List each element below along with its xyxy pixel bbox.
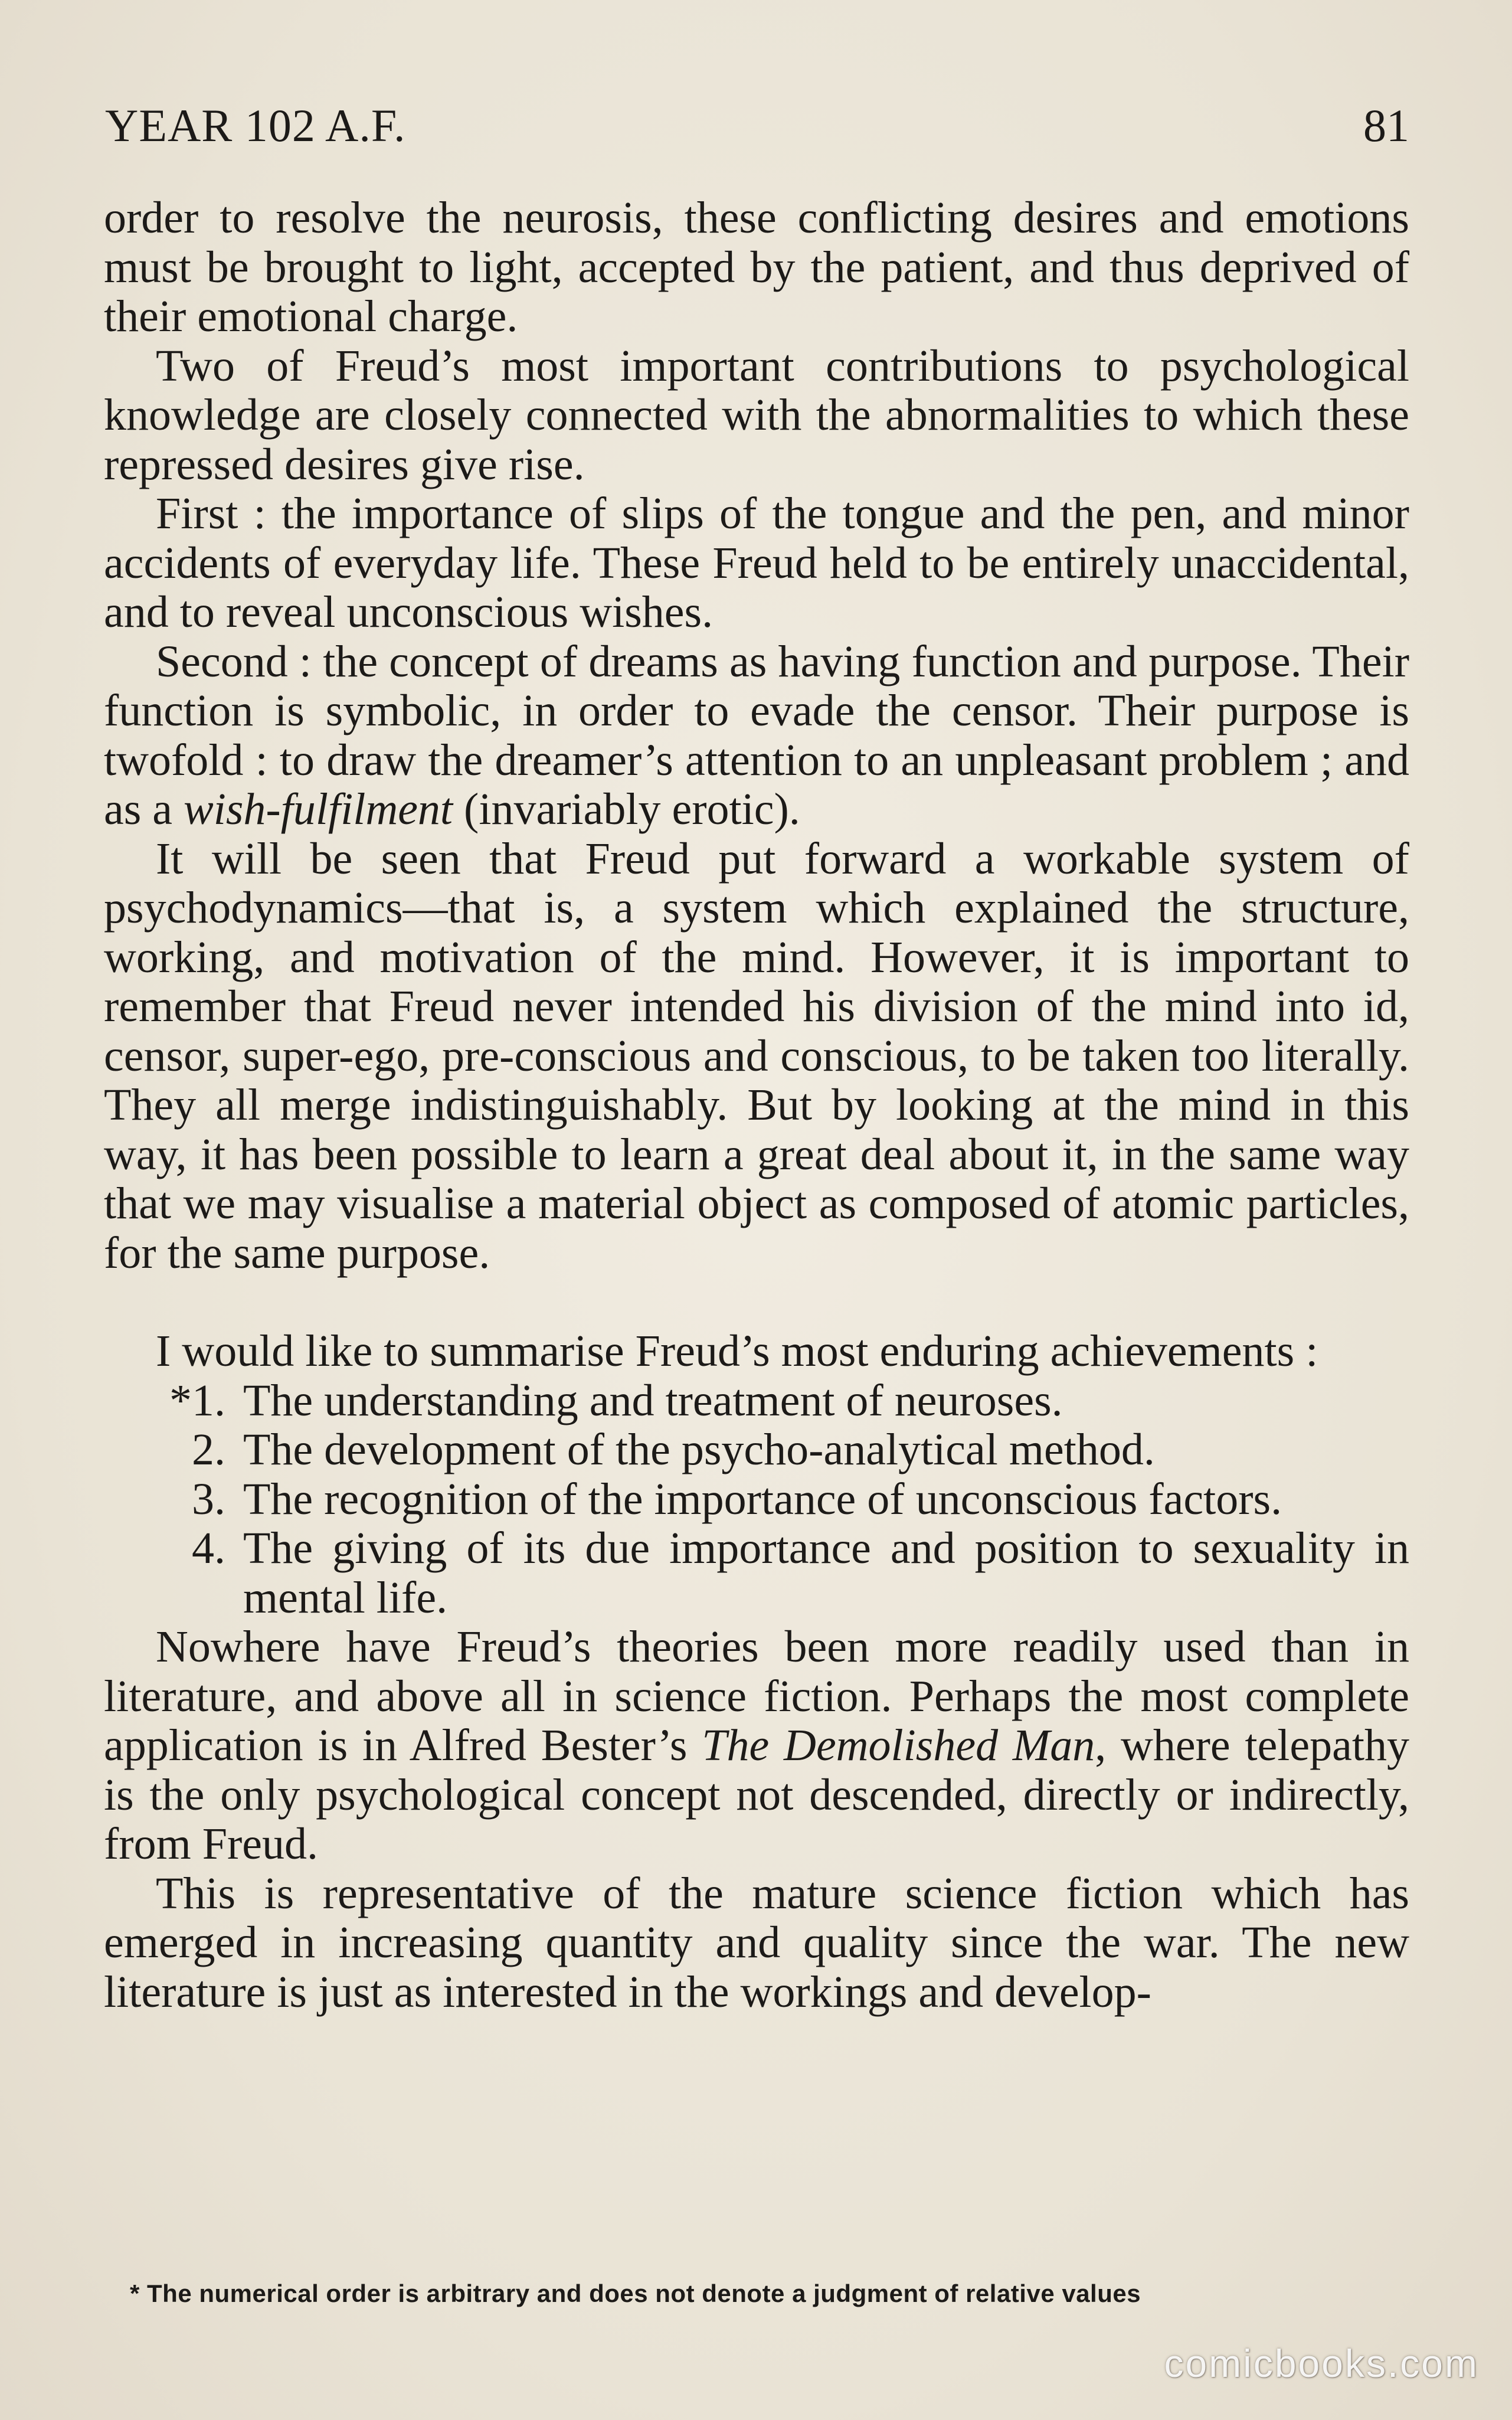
wish-fulfilment-italic: wish-fulfilment	[184, 784, 453, 834]
paragraph-2: Two of Freud’s most important contributions to psychological knowledge are closely connected with the abnormalities to which these repressed desires give rise.	[104, 341, 1409, 489]
list-item-number: 3.	[192, 1474, 225, 1524]
paragraph-7	[104, 1623, 1409, 1869]
watermark: comicbooks.com	[1164, 2341, 1479, 2385]
paragraph-1: order to resolve the neurosis, these conflicting desires and emotions must be brought to light, accepted by the patient, and thus deprived of their emotional charge.	[104, 193, 1409, 341]
book-title-italic: The Demolished Man	[702, 1721, 1095, 1770]
list-item-text: The giving of its due importance and position to sexuality in mental life.	[243, 1523, 1409, 1623]
list-item	[104, 1425, 1409, 1475]
list-item-number: *1.	[169, 1375, 225, 1425]
body-text	[104, 194, 1409, 2017]
list-item-number: 2.	[192, 1425, 225, 1474]
paragraph-4-text: Second : the concept of dreams as having function and purpose. Their function is symbolic, in order to evade the censor. Their purpose is twofold : to draw the dreamer’s attention to an unpleasant problem ; and as a	[104, 636, 1409, 834]
paragraph-7-tail: , where telepathy is the only psychological concept not descended, directly or indirectly, from Freud.	[104, 1721, 1409, 1869]
list-item-number: 4.	[192, 1523, 225, 1573]
page-header	[105, 99, 1409, 158]
paragraph-3: First : the importance of slips of the tongue and the pen, and minor accidents of everyday life. These Freud held to be entirely unaccidental, and to reveal unconscious wishes.	[104, 489, 1409, 637]
page-number: 81	[1363, 100, 1409, 151]
footnote: * The numerical order is arbitrary and does not denote a judgment of relative values	[130, 2280, 1141, 2307]
paragraph-4-tail: (invariably erotic).	[453, 784, 800, 834]
achievements-list	[104, 1376, 1409, 1623]
list-item-text: The development of the psycho-analytical method.	[243, 1425, 1155, 1474]
list-item	[104, 1376, 1409, 1426]
running-head: YEAR 102 A.F.	[105, 100, 406, 151]
paragraph-4	[104, 637, 1409, 835]
paragraph-8: This is representative of the mature science fiction which has emerged in increasing quantity and quality since the war. The new literature is just as interested in the workings and develop-	[104, 1868, 1409, 2017]
list-item	[104, 1475, 1409, 1525]
list-item-text: The recognition of the importance of unconscious factors.	[243, 1474, 1282, 1524]
list-item	[104, 1524, 1409, 1623]
paragraph-5: It will be seen that Freud put forward a workable system of psychodynamics—that is, a system which explained the structure, working, and motivation of the mind. However, it is important to remember that Freud never intended his division of the mind into id, censor, super-ego, pre-conscious and conscious, to be taken too literally. They all merge indistinguishably. But by looking at the mind in this way, it has been possible to learn a great deal about it, in the same way that we may visualise a material object as composed of atomic particles, for the same purpose.	[104, 833, 1409, 1278]
paragraph-6: I would like to summarise Freud’s most enduring achievements :	[156, 1326, 1318, 1376]
paragraph-7-text: Nowhere have Freud’s theories been more readily used than in literature, and above all in science fiction. Perhaps the most complete application is in Alfred Bester’s	[104, 1622, 1409, 1770]
list-item-text: The understanding and treatment of neuroses.	[243, 1375, 1063, 1425]
